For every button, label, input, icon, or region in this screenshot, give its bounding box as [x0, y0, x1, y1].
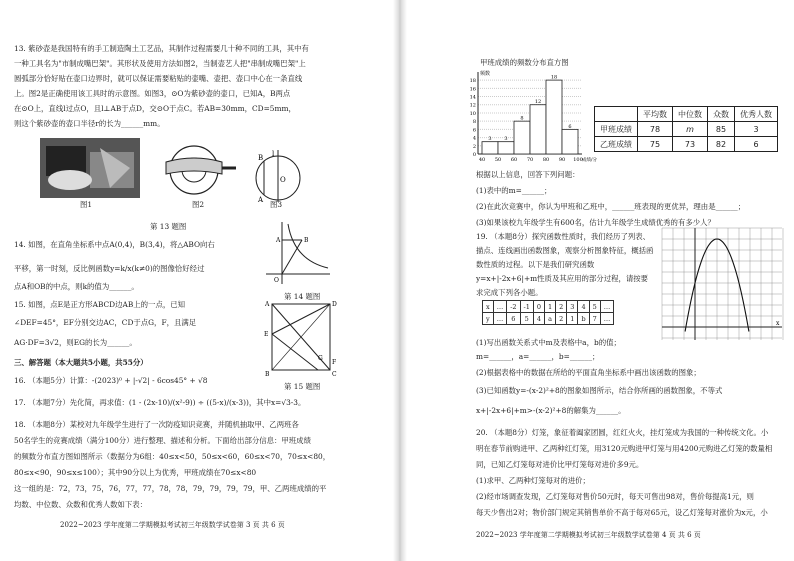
y-tick-label: 10: [469, 110, 476, 117]
page-fold-gutter: [393, 0, 407, 561]
q19-line: 数性质的过程。以下是我们研究函数: [476, 260, 595, 269]
table-cell: 1: [567, 313, 578, 325]
table-cell: x: [483, 301, 494, 313]
q14-line: 平移，第一时刻，反比例函数y=k/x(k≠0)的图像恰好经过: [14, 264, 205, 273]
q20-line: 20. （本题8分）灯笼，象征着阖家团圆，红红火火，挂灯笼成为我国的一种传统文化。小: [476, 428, 769, 437]
svg-text:O: O: [280, 176, 286, 184]
table-row: [595, 137, 778, 152]
table-cell: y: [483, 313, 494, 325]
q18-question-line: (1)表中的m=______；: [476, 186, 552, 195]
table-cell: 3: [735, 122, 778, 137]
table-cell: 78: [638, 122, 673, 137]
point-label-B: B: [265, 371, 270, 378]
x-tick-label: 50: [494, 157, 502, 163]
figure-3-circle: [250, 146, 306, 204]
page-footer-left: 2022~2023 学年度第二学期模拟考试初三年级数学试卷第 3 页 共 6 页: [60, 521, 285, 529]
point-label-D: D: [332, 301, 337, 308]
q20-line: (2)经市场调查发现，乙灯笼每对售价50元时，每天可售出98对，售价每提高1元，则: [476, 492, 754, 501]
svg-text:O: O: [274, 277, 279, 284]
histogram-title: 甲班成绩的频数分布直方图: [480, 58, 569, 67]
question-16: 16. （本题5分）计算：-(2023)⁰ + |-√2| - 6cos45° + √8: [14, 376, 208, 385]
table-cell: 7: [589, 313, 600, 325]
table-cell: 82: [708, 137, 735, 152]
q15-line: ∠DEF=45°，EF分别交边AC，CD于点G，F，且满足: [14, 318, 197, 327]
row-label: 乙班成绩: [595, 137, 638, 152]
score-table: [594, 106, 778, 152]
table-cell: 5: [589, 301, 600, 313]
figure-1-teapot-photo: [40, 138, 140, 198]
svg-text:A: A: [258, 196, 264, 204]
y-tick-label: 12: [469, 102, 476, 109]
figure-2-tool-diagram: [158, 140, 238, 198]
table-cell: 3: [567, 301, 578, 313]
point-label-A: A: [265, 301, 270, 308]
histogram-bar: [514, 121, 530, 154]
histogram-bar: [546, 80, 562, 154]
table-cell: …: [600, 313, 614, 325]
bar-value-label: 3: [488, 136, 492, 143]
q13-line: 一种工具名为"市制成嘴巴架"。其形状及使用方法如图2，当制壶艺人把"串制成嘴巴架"上: [14, 59, 306, 68]
header-cell: 平均数: [638, 107, 673, 122]
header-cell: [595, 107, 638, 122]
q14-line: 14. 如图，在直角坐标系中点A(0,4)，B(3,4)，将△ABO向右: [14, 240, 215, 249]
bar-value-label: 18: [550, 74, 558, 81]
point-label-G: G: [318, 355, 323, 362]
q20-line: 每天少售出2对；物价部门规定其销售单价不高于每对65元，设乙灯笼每对涨价为x元，小: [476, 508, 768, 517]
q18-question-line: (2)在此次竞赛中，你认为甲班和乙班中，______班表现的更优异，理由是______；: [476, 202, 746, 211]
table-cell: 4: [578, 301, 589, 313]
q13-line: 13. 紫砂壶是我国特有的手工制造陶土工艺品，其制作过程需要几十种不同的工具，其中有: [14, 44, 309, 53]
q14-caption: 第 14 题图: [284, 292, 321, 301]
table-cell: 85: [708, 122, 735, 137]
table-cell: -1: [520, 301, 533, 313]
figure-15-square: [262, 298, 338, 380]
q20-line: 明在春节前购进甲、乙两种红灯笼，用3120元购进甲灯笼与用4200元购进乙灯笼的数量相: [476, 444, 773, 453]
y-row: [483, 313, 614, 325]
table-cell: 1: [545, 301, 556, 313]
row-label: 甲班成绩: [595, 122, 638, 137]
q20-line: (1)求甲、乙两种灯笼每对的进价；: [476, 476, 590, 485]
header-cell: 优秀人数: [735, 107, 778, 122]
y-tick-label: 0: [472, 152, 476, 158]
q19-line: 描点、连线画出函数图象，观察分析图象特征，概括函: [476, 246, 654, 255]
bar-value-label: 8: [520, 115, 524, 122]
y-tick-label: 2: [472, 143, 476, 150]
table-cell: 0: [533, 301, 544, 313]
q13-line: 圆弧部分恰好贴在壶口边界时，就可以保证需要粘贴的壶嘴、壶把、壶口中心在一条直线: [14, 74, 303, 83]
q15-line: 15. 如图，点E是正方形ABCD边AB上的一点，已知: [14, 300, 186, 309]
table-cell: …: [493, 301, 507, 313]
point-label-F: F: [332, 359, 337, 366]
table-cell: -2: [507, 301, 520, 313]
bar-value-label: 12: [534, 99, 542, 106]
point-label-E: E: [264, 331, 269, 338]
q20-line: 同，已知乙灯笼每对进价比甲灯笼每对进价多9元。: [476, 460, 644, 469]
q18-line: 这一组的是：72，73，75，76，77，77，78，78，79，79，79，79，甲、乙两班成绩的平: [14, 484, 327, 493]
table-cell: …: [493, 313, 507, 325]
q13-caption: 第 13 题图: [150, 222, 187, 231]
point-label-C: C: [332, 371, 337, 378]
histogram-bar: [562, 129, 578, 154]
q19-sub-line: m=______，a=______，b=______；: [476, 352, 600, 361]
y-tick-label: 4: [472, 135, 476, 142]
svg-text:l: l: [272, 150, 275, 158]
table-cell: b: [578, 313, 589, 325]
y-axis-label: 频数: [480, 71, 491, 77]
q19-sub-line: x+|-2x+6|+m>-(x-2)²+8的解集为______。: [476, 406, 626, 415]
fig1-label: 图1: [80, 200, 93, 209]
exam-page-left: [0, 0, 392, 561]
svg-text:A: A: [276, 237, 281, 244]
table-row: [595, 122, 778, 137]
y-tick-label: 14: [469, 94, 476, 101]
score-table-header: [595, 107, 778, 122]
table-cell: 4: [533, 313, 544, 325]
table-cell: 6: [507, 313, 520, 325]
table-cell: 2: [556, 313, 567, 325]
y-tick-label: 8: [472, 119, 476, 126]
x-tick-label: 100: [573, 157, 583, 163]
page-footer-right: 2022~2023 学年度第二学期模拟考试初三年级数学试卷第 4 页 共 6 页: [476, 531, 701, 539]
x-tick-label: 60: [510, 157, 518, 163]
q18-question-line: 根据以上信息，回答下列问题：: [476, 170, 580, 179]
section-3-heading: 三、解答题（本大题共5小题，共55分）: [14, 358, 148, 367]
table-cell: 73: [673, 137, 708, 152]
fig3-label: 图3: [270, 200, 283, 209]
q19-line: y=x+|-2x+6|+m性质及其应用的部分过程，请按要: [476, 274, 649, 283]
figure-14-hyperbola: [262, 220, 332, 286]
x-row: [483, 301, 614, 313]
bar-value-label: 6: [568, 123, 572, 130]
header-cell: 众数: [708, 107, 735, 122]
coordinate-grid-parabola: [660, 226, 784, 342]
header-cell: 中位数: [673, 107, 708, 122]
x-tick-label: 70: [526, 157, 534, 163]
svg-text:B: B: [304, 237, 309, 244]
q19-sub-line: (2)根据表格中的数据在所给的平面直角坐标系中画出该函数的图象；: [476, 368, 701, 377]
bar-value-label: 3: [504, 136, 508, 143]
q19-line: 求完成下列各小题。: [476, 288, 543, 297]
svg-text:B: B: [258, 154, 264, 162]
histogram-bar: [530, 105, 546, 154]
q18-line: 的频数分布直方图如图所示（数据分为6组：40≤x<50，50≤x<60，60≤x<70，70≤x<80，: [14, 452, 331, 461]
q13-line: 则这个紫砂壶的壶口半径r的长为______mm。: [14, 119, 165, 128]
q18-question-line: (3)如果该校九年级学生有600名，估计九年级学生成绩优秀的有多少人？: [476, 218, 715, 227]
x-tick-label: 40: [478, 157, 486, 163]
table-cell: m: [673, 122, 708, 137]
exam-page-right: [408, 0, 794, 561]
histogram-bar: [482, 142, 498, 154]
table-cell: 5: [520, 313, 533, 325]
fig2-label: 图2: [192, 200, 205, 209]
table-cell: 2: [556, 301, 567, 313]
x-tick-label: 80: [542, 157, 550, 163]
y-tick-label: 16: [469, 86, 476, 93]
q19-sub-line: (3)已知函数y=-(x-2)²+8的图象如图所示，结合你所画的函数图象，不等式: [476, 386, 723, 395]
q18-line: 80≤x<90，90≤x≤100）；其中90分以上为优秀，甲班成绩在70≤x<80: [14, 468, 257, 477]
table-cell: …: [600, 301, 614, 313]
q15-line: AG·DF=3√2，则EG的长为______。: [14, 338, 137, 347]
y-tick-label: 18: [469, 78, 476, 85]
q15-caption: 第 15 题图: [284, 382, 321, 391]
q18-line: 50名学生的竞赛成绩（满分100分）进行整理、描述和分析。下面给出部分信息：甲班成绩: [14, 436, 311, 445]
y-tick-label: 6: [472, 127, 476, 134]
q19-sub-line: (1)写出函数关系式中m及表格中a，b的值；: [476, 338, 621, 347]
x-tick-label: 90: [558, 157, 566, 163]
q14-line: 点A和OB的中点，则k的值为______。: [14, 282, 139, 291]
xy-value-table: [482, 300, 614, 325]
q13-line: 上。图2是正确使用该工具时的示意图。如图3，⊙O为紫砂壶的壶口，已知A，B两点: [14, 89, 291, 98]
histogram-bar: [498, 142, 514, 154]
q19-line: 19. （本题8分）探究函数性质时，我们经历了列表、: [476, 232, 651, 241]
x-axis-label: 成绩/分: [582, 158, 598, 163]
question-17: 17. （本题7分）先化简，再求值：(1 - (2x-10)/(x²-9)) ÷ ((5-x)/(x-3))，其中x=√3-3。: [14, 398, 306, 407]
q18-line: 均数、中位数、众数和优秀人数如下表：: [14, 500, 148, 509]
frequency-histogram: [464, 70, 598, 166]
q13-line: 在⊙O上，直线l过点O，且l⊥AB于点D，交⊙O于点C。若AB=30mm，CD=5mm，: [14, 104, 296, 113]
table-cell: 75: [638, 137, 673, 152]
table-cell: 6: [735, 137, 778, 152]
x-axis-label: x: [776, 320, 780, 327]
table-cell: a: [545, 313, 556, 325]
q18-line: 18. （本题8分）某校对九年级学生进行了一次防疫知识竞赛，并随机抽取甲、乙两班各: [14, 420, 299, 429]
